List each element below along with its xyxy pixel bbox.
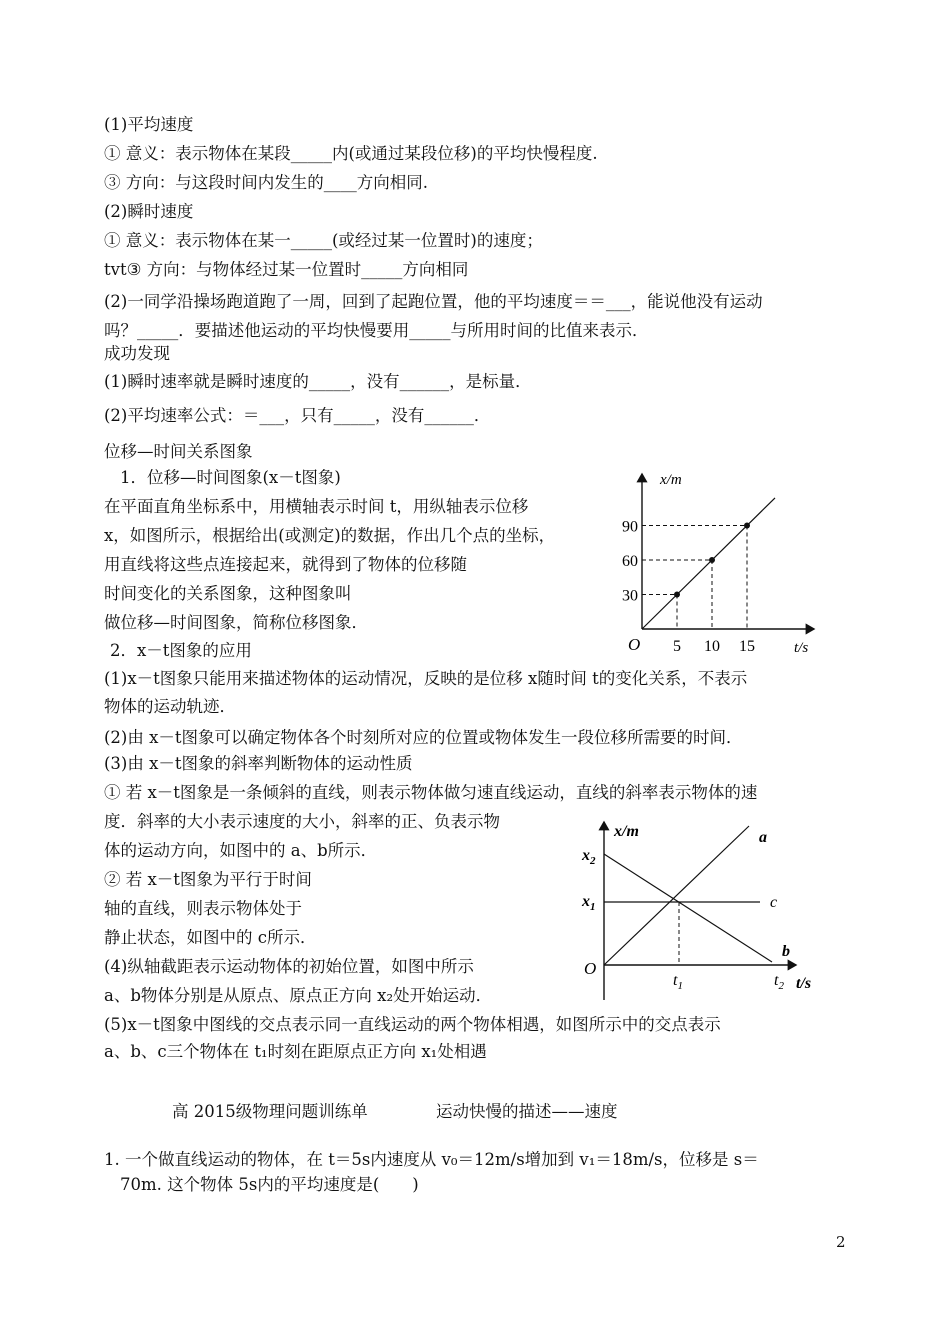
text-line: 物体的运动轨迹． — [104, 697, 236, 716]
text-line: (1)瞬时速率就是瞬时速度的_____，没有______，是标量． — [104, 372, 532, 391]
text-line: (2)由 x－t图象可以确定物体各个时刻所对应的位置或物体发生一段位移所需要的时间． — [104, 728, 743, 747]
text-line: a、b、c三个物体在 t₁时刻在距原点正方向 x₁处相遇 — [104, 1042, 487, 1061]
text-line: ① 意义：表示物体在某一_____(或经过某一位置时)的速度； — [104, 231, 543, 250]
y-tick-x1: $x_1$ — [582, 893, 596, 913]
worksheet-subtitle: 运动快慢的描述——速度 — [436, 1102, 618, 1121]
question-1-line: 70m. 这个物体 5s内的平均速度是( ) — [120, 1175, 419, 1194]
y-tick-label: 90 — [622, 518, 638, 536]
series-c-label: c — [770, 894, 778, 911]
page-number: 2 — [836, 1233, 846, 1251]
series-b-line — [604, 854, 772, 962]
x-axis-label: t/s — [796, 975, 812, 992]
x-tick-t1: $t_1$ — [673, 972, 683, 992]
x-tick-label: 10 — [704, 638, 720, 655]
text-line: (3)由 x－t图象的斜率判断物体的运动性质 — [104, 754, 413, 773]
worksheet-title: 高 2015级物理问题训练单 — [172, 1102, 368, 1121]
y-tick-label: 60 — [622, 553, 638, 570]
text-line: 体的运动方向，如图中的 a、b所示． — [104, 841, 378, 860]
data-point — [709, 557, 715, 563]
data-point — [744, 523, 750, 529]
y-axis-label: x/m — [614, 823, 639, 840]
x-tick-label: 15 — [739, 638, 755, 655]
text-line: 用直线将这些点连接起来，就得到了物体的位移随 — [104, 555, 467, 574]
text-line: 吗？_____．要描述他运动的平均快慢要用_____与所用时间的比值来表示． — [104, 321, 649, 340]
text-line: ① 意义：表示物体在某段_____内(或通过某段位移)的平均快慢程度. — [104, 144, 598, 163]
text-line: (4)纵轴截距表示运动物体的初始位置，如图中所示 — [104, 957, 474, 976]
section-heading: 位移—时间关系图象 — [104, 442, 253, 461]
text-line: (2)瞬时速度 — [104, 202, 194, 221]
data-point — [674, 592, 680, 598]
section-heading: 成功发现 — [104, 344, 170, 363]
series-a-label: a — [759, 829, 767, 846]
text-line: (1)平均速度 — [104, 115, 194, 134]
text-line: 轴的直线，则表示物体处于 — [104, 899, 302, 918]
y-tick-x2: $x_2$ — [582, 847, 596, 867]
text-line: 2．x－t图象的应用 — [110, 641, 252, 660]
text-line: ② 若 x－t图象为平行于时间 — [104, 870, 312, 889]
text-line: 度．斜率的大小表示速度的大小，斜率的正、负表示物 — [104, 812, 500, 831]
y-axis-label: x/m — [660, 472, 682, 488]
xt-graph-2 — [574, 812, 824, 1004]
series-line — [642, 498, 775, 629]
text-line: (2)一同学沿操场跑道跑了一周，回到了起跑位置，他的平均速度＝＝___，能说他没有运动 — [104, 292, 763, 311]
text-line: (5)x－t图象中图线的交点表示同一直线运动的两个物体相遇，如图所示中的交点表示 — [104, 1015, 721, 1034]
text-line: 在平面直角坐标系中，用横轴表示时间 t，用纵轴表示位移 — [104, 497, 529, 516]
text-line: 时间变化的关系图象，这种图象叫 — [104, 584, 352, 603]
text-line: (2)平均速率公式：＝___，只有_____，没有______． — [104, 406, 491, 425]
text-line: ① 若 x－t图象是一条倾斜的直线，则表示物体做匀速直线运动，直线的斜率表示物体的速 — [104, 783, 758, 802]
y-tick-label: 30 — [622, 587, 638, 605]
xt-graph-1 — [612, 462, 830, 662]
text-line: 静止状态，如图中的 c所示． — [104, 928, 317, 947]
text-line: x，如图所示，根据给出(或测定)的数据，作出几个点的坐标， — [104, 526, 556, 545]
origin-label: O — [628, 635, 641, 654]
text-line: a、b物体分别是从原点、原点正方向 x₂处开始运动． — [104, 986, 493, 1005]
text-line: tvt③ 方向：与物体经过某一位置时_____方向相同 — [104, 260, 469, 279]
x-axis-label: t/s — [794, 640, 809, 656]
x-tick-t2: $t_2$ — [774, 972, 784, 992]
text-line: 做位移—时间图象，简称位移图象． — [104, 613, 368, 632]
text-line: ③ 方向：与这段时间内发生的____方向相同. — [104, 173, 428, 192]
series-b-label: b — [782, 943, 790, 960]
text-line: (1)x－t图象只能用来描述物体的运动情况，反映的是位移 x随时间 t的变化关系，不表示 — [104, 669, 748, 688]
series-a-line — [604, 826, 749, 965]
x-tick-label: 5 — [673, 638, 681, 655]
text-line: 1．位移—时间图象(x－t图象) — [120, 468, 341, 487]
question-1-line: 1. 一个做直线运动的物体，在 t＝5s内速度从 v₀＝12m/s增加到 v₁＝18m/s，位移是 s＝ — [104, 1150, 759, 1169]
origin-label: O — [584, 959, 597, 978]
